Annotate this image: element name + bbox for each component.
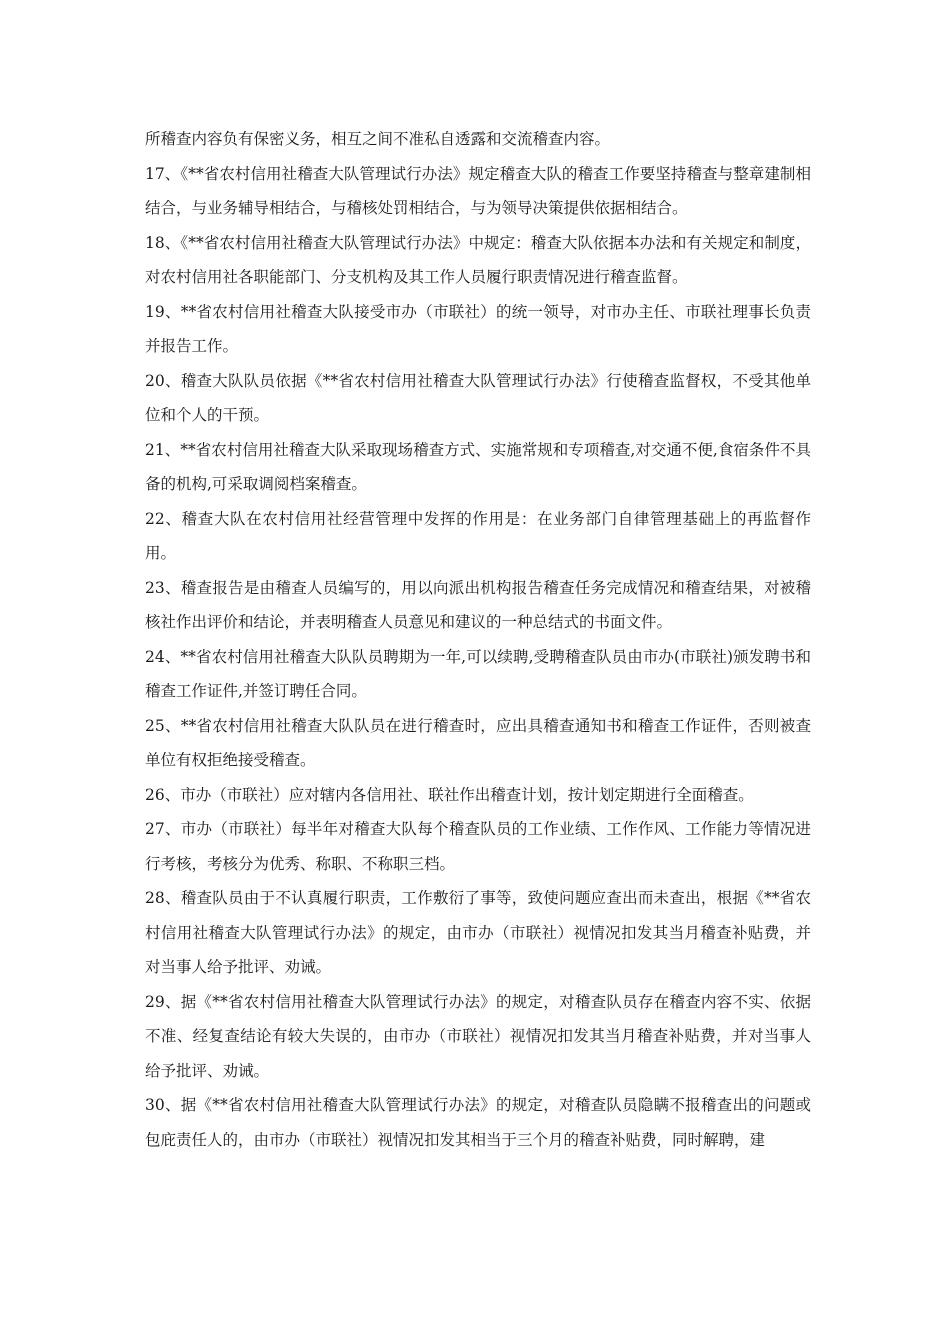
paragraph-item-27: 27、市办（市联社）每半年对稽查大队每个稽查队员的工作业绩、工作作风、工作能力等情况进行考核，考核分为优秀、称职、不称职三档。 [145,820,811,873]
paragraph-item-29: 29、据《**省农村信用社稽查大队管理试行办法》的规定，对稽查队员存在稽查内容不实、依据不准、经复查结论有较大失误的，由市办（市联社）视情况扣发其当月稽查补贴费，并对当事人给予批评、劝诫。 [145,992,811,1080]
paragraph-item-17: 17、《**省农村信用社稽查大队管理试行办法》规定稽查大队的稽查工作要坚持稽查与整章建制相结合，与业务辅导相结合，与稽核处罚相结合，与为领导决策提供依据相结合。 [145,164,811,217]
paragraph-item-18: 18、《**省农村信用社稽查大队管理试行办法》中规定：稽查大队依据本办法和有关规定和制度，对农村信用社各职能部门、分支机构及其工作人员履行职责情况进行稽查监督。 [145,233,811,286]
paragraph-continuation: 所稽查内容负有保密义务，相互之间不准私自透露和交流稽查内容。 [145,130,611,148]
paragraph-item-22: 22、稽查大队在农村信用社经营管理中发挥的作用是：在业务部门自律管理基础上的再监督作用。 [145,509,811,562]
paragraph-item-30: 30、据《**省农村信用社稽查大队管理试行办法》的规定，对稽查队员隐瞒不报稽查出的问题或包庇责任人的，由市办（市联社）视情况扣发其相当于三个月的稽查补贴费，同时解聘，建 [145,1096,811,1149]
document-body [145,122,811,1157]
paragraph-item-23: 23、稽查报告是由稽查人员编写的，用以向派出机构报告稽查任务完成情况和稽查结果，对被稽核社作出评价和结论，并表明稽查人员意见和建议的一种总结式的书面文件。 [145,578,811,631]
paragraph-item-24: 24、**省农村信用社稽查大队队员聘期为一年,可以续聘,受聘稽查队员由市办(市联社)颁发聘书和稽查工作证件,并签订聘任合同。 [145,647,811,700]
paragraph-item-25: 25、**省农村信用社稽查大队队员在进行稽查时，应出具稽查通知书和稽查工作证件，否则被查单位有权拒绝接受稽查。 [145,716,811,769]
paragraph-item-21: 21、**省农村信用社稽查大队采取现场稽查方式、实施常规和专项稽查,对交通不便,食宿条件不具备的机构,可采取调阅档案稽查。 [145,440,811,493]
paragraph-item-26: 26、市办（市联社）应对辖内各信用社、联社作出稽查计划，按计划定期进行全面稽查。 [145,785,754,804]
paragraph-item-20: 20、稽查大队队员依据《**省农村信用社稽查大队管理试行办法》行使稽查监督权，不受其他单位和个人的干预。 [145,371,811,424]
paragraph-item-28: 28、稽查队员由于不认真履行职责，工作敷衍了事等，致使问题应查出而未查出，根据《**省农村信用社稽查大队管理试行办法》的规定，由市办（市联社）视情况扣发其当月稽查补贴费，并对当事人给予批评、劝诫。 [145,889,811,976]
paragraph-item-19: 19、**省农村信用社稽查大队接受市办（市联社）的统一领导，对市办主任、市联社理事长负责并报告工作。 [145,302,811,355]
